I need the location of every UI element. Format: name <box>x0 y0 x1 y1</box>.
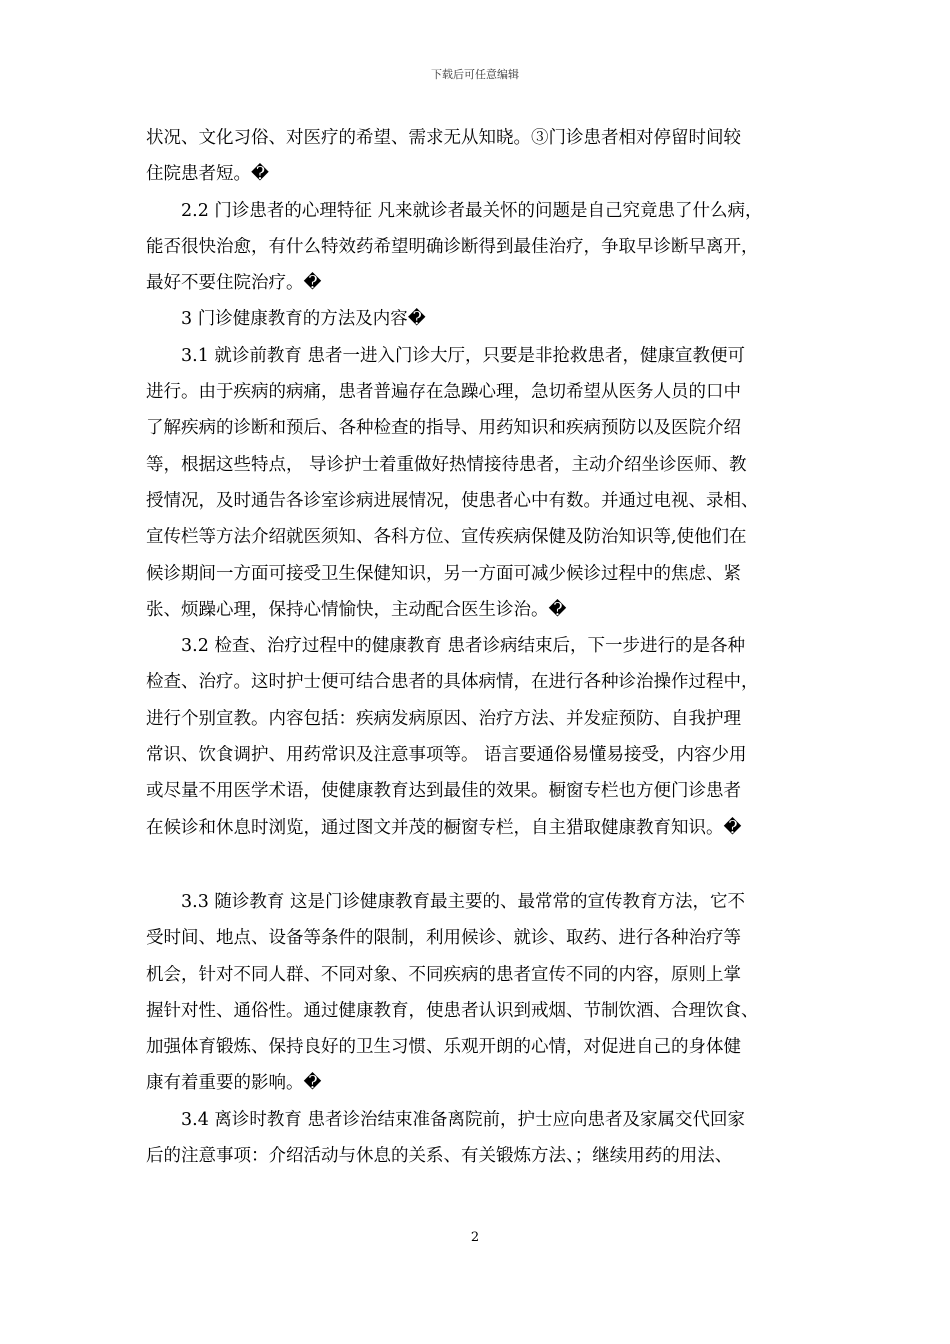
paragraph-1 <box>146 120 810 193</box>
text-line: 2.2 门诊患者的心理特征 凡来就诊者最关怀的问题是自己究竟患了什么病， <box>146 200 763 221</box>
text-line: 了解疾病的诊断和预后、各种检查的指导、用药知识和疾病预防以及医院介绍 <box>146 418 741 439</box>
text-line: 握针对性、通俗性。通过健康教育，使患者认识到戒烟、节制饮酒、合理饮食、 <box>146 1000 759 1021</box>
text-line: 3.3 随诊教育 这是门诊健康教育最主要的、最常常的宣传教育方法，它不 <box>146 891 745 912</box>
paragraph-3-1 <box>146 338 810 628</box>
text-line: 能否很快治愈，有什么特效药希望明确诊断得到最佳治疗，争取早诊断早离开， <box>146 236 759 257</box>
text-line: 授情况，及时通告各诊室诊病进展情况，使患者心中有数。并通过电视、录相、 <box>146 490 759 511</box>
text-line: 或尽量不用医学术语，使健康教育达到最佳的效果。橱窗专栏也方便门诊患者 <box>146 781 741 802</box>
heading-line: 3 门诊健康教育的方法及内容� <box>146 309 426 330</box>
text-line: 3.2 检查、治疗过程中的健康教育 患者诊病结束后，下一步进行的是各种 <box>146 636 745 657</box>
text-line: 状况、文化习俗、对医疗的希望、需求无从知晓。③门诊患者相对停留时间较 <box>146 128 741 148</box>
text-line: 3.1 就诊前教育 患者一进入门诊大厅，只要是非抢救患者，健康宣教便可 <box>146 345 745 366</box>
paragraph-3-4 <box>146 1102 810 1175</box>
text-line: 张、烦躁心理，保持心情愉快，主动配合医生诊治。� <box>146 599 567 620</box>
page-header: 下载后可任意编辑 <box>431 68 519 81</box>
text-line: 进行个别宣教。内容包括：疾病发病原因、治疗方法、并发症预防、自我护理 <box>146 708 741 729</box>
text-line: 住院患者短。� <box>146 164 269 185</box>
text-line: 进行。由于疾病的病痛，患者普遍存在急躁心理，急切希望从医务人员的口中 <box>146 382 741 403</box>
text-line: 后的注意事项：介绍活动与休息的关系、有关锻炼方法、；继续用药的用法、 <box>146 1146 733 1167</box>
paragraph-3-3 <box>146 884 810 1102</box>
paragraph-3-2 <box>146 628 810 846</box>
text-line: 在候诊和休息时浏览，通过图文并茂的橱窗专栏，自主猎取健康教育知识。� <box>146 817 742 838</box>
text-line: 康有着重要的影响。� <box>146 1073 322 1094</box>
body-text <box>146 120 810 1174</box>
text-line: 检查、治疗。这时护士便可结合患者的具体病情，在进行各种诊治操作过程中， <box>146 672 759 693</box>
text-line: 机会，针对不同人群、不同对象、不同疾病的患者宣传不同的内容，原则上掌 <box>146 964 741 985</box>
paragraph-2-2 <box>146 193 810 302</box>
text-line: 候诊期间一方面可接受卫生保健知识，另一方面可减少候诊过程中的焦虑、紧 <box>146 563 741 584</box>
section-heading-3 <box>146 301 810 337</box>
text-line: 受时间、地点、设备等条件的限制，利用候诊、就诊、取药、进行各种治疗等 <box>146 928 741 949</box>
text-line: 宣传栏等方法介绍就医须知、各科方位、宣传疾病保健及防治知识等,使他们在 <box>146 527 747 548</box>
text-line: 常识、饮食调护、用药常识及注意事项等。 语言要通俗易懂易接受，内容少用 <box>146 745 747 766</box>
page-number: 2 <box>470 1230 480 1245</box>
text-line: 等，根据这些特点， 导诊护士着重做好热情接待患者，主动介绍坐诊医师、教 <box>146 454 747 475</box>
text-line: 最好不要住院治疗。� <box>146 273 322 294</box>
text-line: 3.4 离诊时教育 患者诊治结束准备离院前，护士应向患者及家属交代回家 <box>146 1109 745 1130</box>
blank-gap <box>146 846 810 884</box>
text-line: 加强体育锻炼、保持良好的卫生习惯、乐观开朗的心情，对促进自己的身体健 <box>146 1037 741 1058</box>
